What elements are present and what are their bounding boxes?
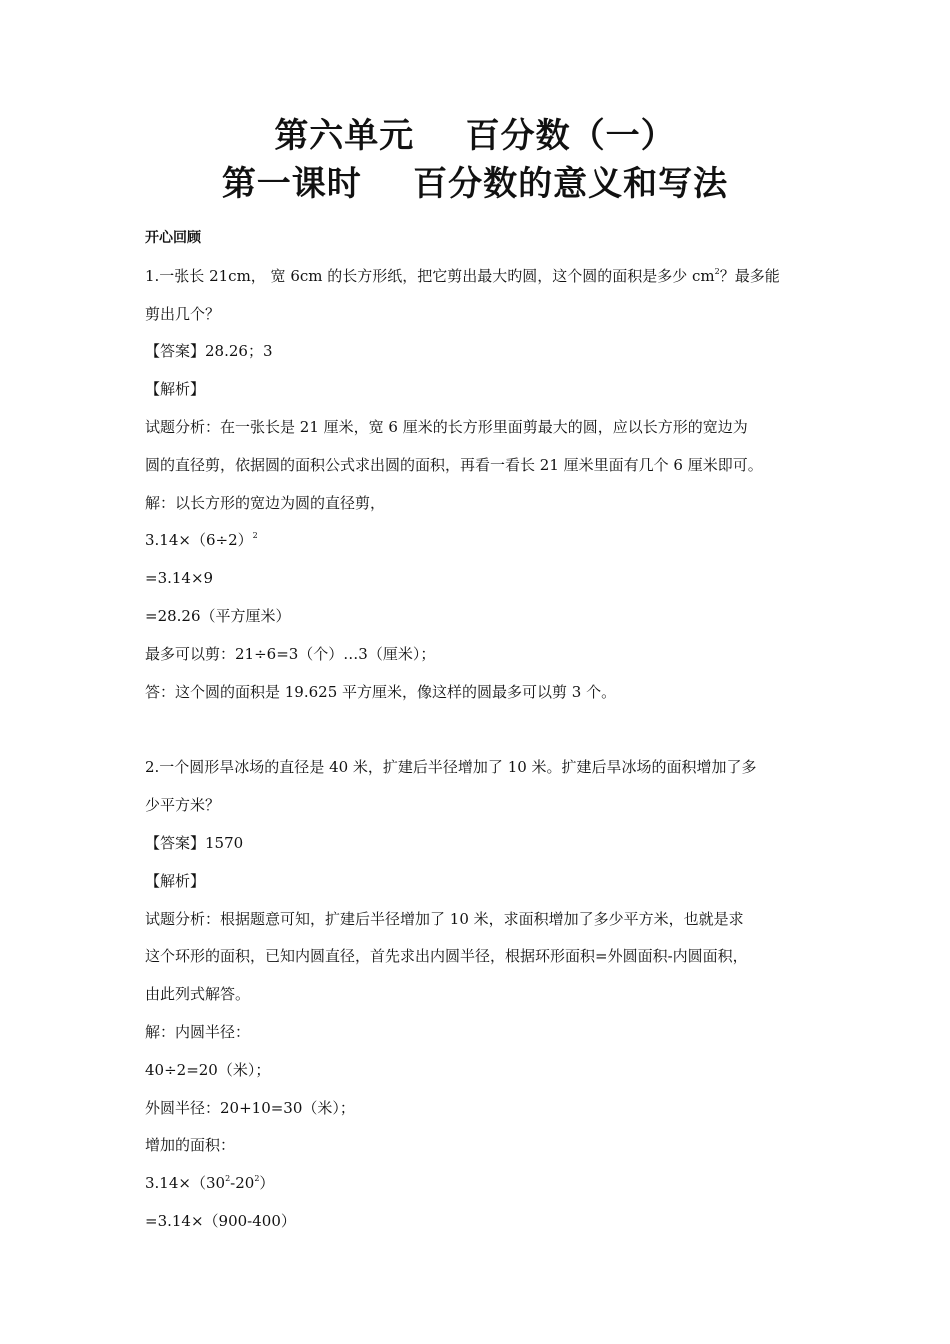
q2-step: 解：内圆半径： — [145, 1022, 251, 1041]
q2-analysis-line: 由此列式解答。 — [145, 985, 251, 1004]
q1-text-line-1 — [145, 258, 815, 296]
q2-formula-superscript: 2 — [225, 1174, 231, 1184]
q1-text-part: 1.一张长 21cm， 宽 6cm 的长方形纸，把它剪出最大旳圆，这个圆的面积是多少 cm — [145, 266, 715, 285]
q1-formula-part: 3.14×（6÷2） — [145, 531, 253, 550]
q1-step: 最多可以剪：21÷6=3（个）…3（厘米）； — [145, 644, 436, 663]
q1-text-line-2: 剪出几个？ — [145, 304, 221, 323]
q1-step: 答：这个圆的面积是 19.625 平方厘米，像这样的圆最多可以剪 3 个。 — [145, 682, 617, 701]
q2-formula-part: ） — [259, 1174, 275, 1193]
q2-step: 增加的面积： — [145, 1136, 236, 1155]
q1-text-part: ？最多能 — [719, 266, 780, 285]
q2-formula-part: 3.14×（30 — [145, 1174, 226, 1193]
q1-answer: 【答案】28.26；3 — [145, 342, 273, 361]
q2-formula-part: -20 — [230, 1174, 255, 1193]
q1-analysis-line: 试题分析：在一张长是 21 厘米，宽 6 厘米的长方形里面剪最大的圆，应以长方形的宽边为 — [145, 417, 748, 436]
q1-formula — [145, 522, 815, 560]
q1-step: =3.14×9 — [145, 569, 214, 588]
q2-step: 外圆半径：20+10=30（米）； — [145, 1098, 355, 1117]
unit-title: 第六单元 百分数（一） — [274, 116, 676, 156]
title-block — [0, 112, 950, 208]
q2-text-line-1: 2.一个圆形旱冰场的直径是 40 米，扩建后半径增加了 10 米。扩建后旱冰场的面积增加了多 — [145, 758, 757, 777]
q1-analysis-line: 圆的直径剪，依据圆的面积公式求出圆的面积，再看一看长 21 厘米里面有几个 6 厘米即可。 — [145, 455, 763, 474]
content-body — [145, 220, 815, 1241]
q1-analysis-line: 解：以长方形的宽边为圆的直径剪， — [145, 493, 386, 512]
lesson-title: 第一课时 百分数的意义和写法 — [221, 164, 729, 204]
q2-answer: 【答案】1570 — [145, 833, 244, 852]
q2-formula — [145, 1165, 815, 1203]
q2-text-line-2: 少平方米？ — [145, 796, 221, 815]
q1-formula-superscript: 2 — [252, 531, 258, 541]
question-spacer — [145, 711, 815, 749]
section-label: 开心回顾 — [145, 230, 201, 246]
q2-step: 40÷2=20（米）； — [145, 1060, 271, 1079]
q2-analysis-line: 试题分析：根据题意可知，扩建后半径增加了 10 米，求面积增加了多少平方米，也就是求 — [145, 909, 744, 928]
q1-step: =28.26（平方厘米） — [145, 606, 291, 625]
q2-step: =3.14×（900-400） — [145, 1211, 296, 1230]
q1-analysis-label: 【解析】 — [145, 380, 206, 399]
q1-superscript: 2 — [714, 266, 720, 276]
q2-formula-superscript: 2 — [254, 1174, 260, 1184]
q2-analysis-line: 这个环形的面积，已知内圆直径，首先求出内圆半径，根据环形面积=外圆面积-内圆面积， — [145, 947, 748, 966]
q2-analysis-label: 【解析】 — [145, 871, 206, 890]
